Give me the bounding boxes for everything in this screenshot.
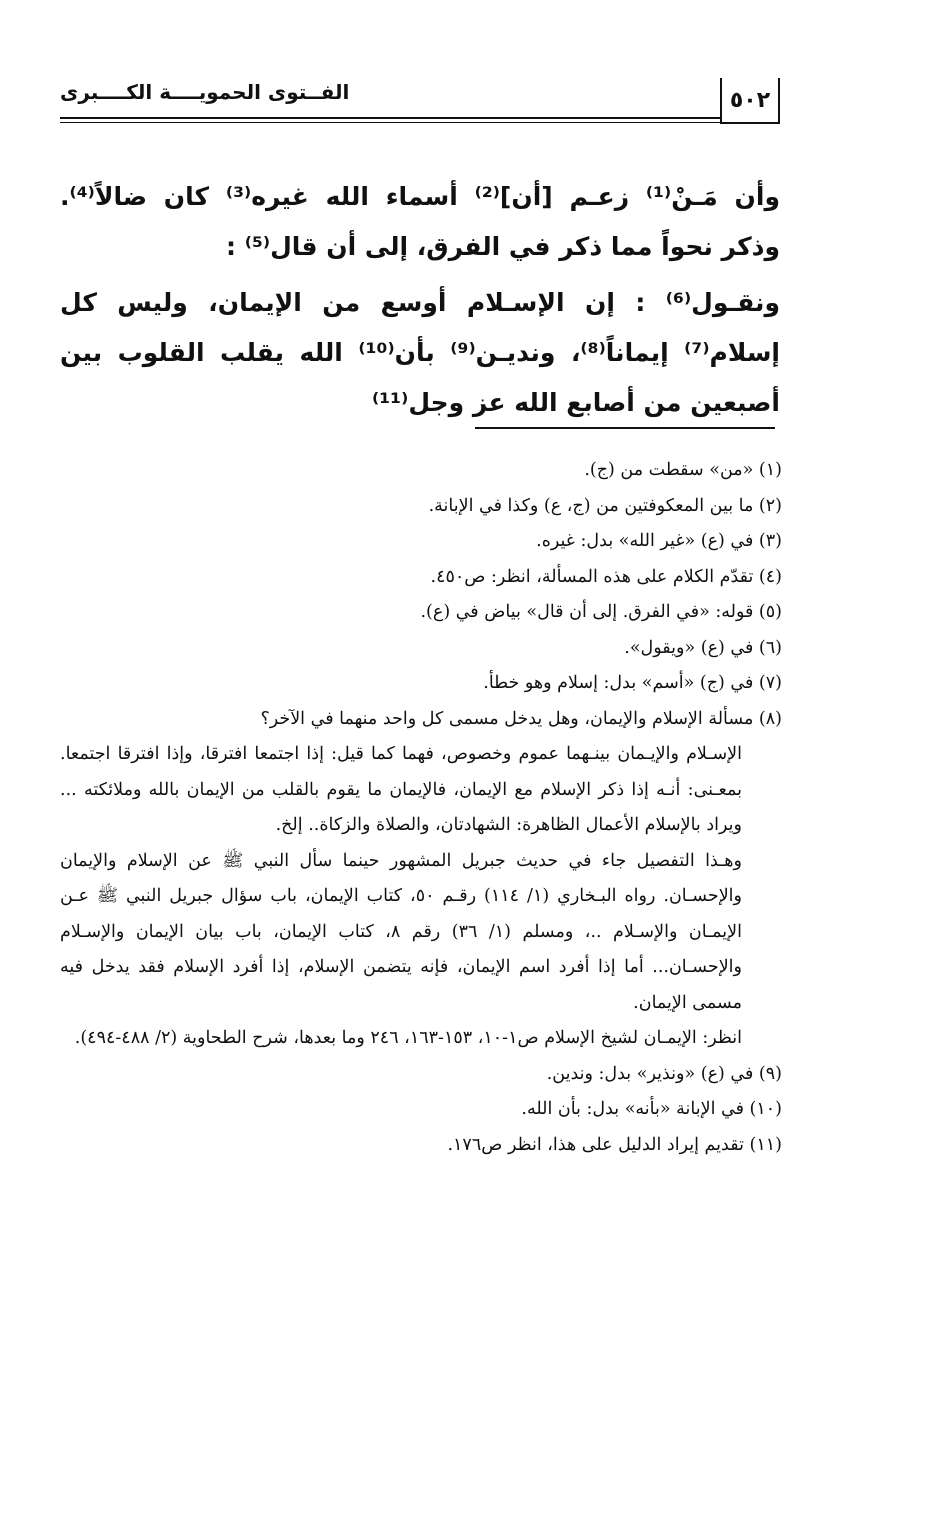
footnote-1: (١) «من» سقطت من (ج).	[584, 460, 782, 480]
footnote-10: (١٠) في الإبانة «بأنه» بدل: بأن الله.	[521, 1099, 782, 1119]
header-rule-thin	[60, 122, 722, 123]
main-text	[60, 172, 780, 428]
running-title: الفــتوى الحمويــــة الكــــبرى	[60, 80, 350, 104]
footnote-8-paragraph-1: الإسـلام والإيـمان بينـهما عموم وخصوص، فهما كما قيل: إذا اجتمعا افترقا، وإذا افترقا اجتمعا. بمعـنى: أنـه إذا ذكر الإسلام مع الإيمان، فالإيمان ما يقوم بالقلب من الإيمان بالله وملائكته ... ويراد بالإسلام الأعمال الظاهرة: الشهادتان، والصلاة والزكاة.. إلخ.	[60, 744, 742, 835]
footnote-8: (٨) مسألة الإسلام والإيمان، وهل يدخل مسمى كل واحد منهما في الآخر؟	[260, 708, 782, 729]
footnote-3: (٣) في (ع) «غير الله» بدل: غيره.	[536, 531, 782, 551]
header-rule-thick	[60, 117, 722, 119]
page-number-box	[720, 78, 780, 124]
main-paragraph-1: وأن مَـنْ⁽¹⁾ زعـم [أن]⁽²⁾ أسماء الله غيره⁽³⁾ كان ضالاً⁽⁴⁾. وذكر نحواً مما ذكر في الفرق، إلى أن قال⁽⁵⁾ :	[60, 182, 781, 261]
footnote-9: (٩) في (ع) «ونذير» بدل: وندين.	[546, 1063, 782, 1084]
footnote-6: (٦) في (ع) «ويقول».	[624, 637, 782, 658]
footnote-8-paragraph-3: انظر: الإيمـان لشيخ الإسلام ص١-١٠، ١٥٣-١٦٣، ٢٤٦ وما بعدها، شرح الطحاوية (٢/ ٤٨٨-٤٩٤).	[74, 1028, 742, 1048]
footnote-5: (٥) قوله: «في الفرق. إلى أن قال» بياض في (ع).	[420, 602, 782, 622]
footnote-4: (٤) تقدّم الكلام على هذه المسألة، انظر: ص٤٥٠.	[430, 566, 782, 587]
footnotes	[60, 453, 782, 1163]
page-number: ٥٠٢	[729, 87, 771, 113]
footnote-11: (١١) تقديم إيراد الدليل على هذا، انظر ص١٧٦.	[447, 1134, 782, 1155]
footnote-2: (٢) ما بين المعكوفتين من (ج، ع) وكذا في الإبانة.	[428, 495, 782, 516]
footnote-separator	[475, 427, 775, 429]
footnote-7: (٧) في (ج) «أسم» بدل: إسلام وهو خطأ.	[483, 673, 782, 693]
footnote-8-paragraph-2: وهـذا التفصيل جاء في حديث جبريل المشهور حينما سأل النبي ﷺ عن الإسلام والإيمان والإحسـان. رواه البـخاري (١/ ١١٤) رقـم ٥٠، كتاب الإيمان، باب سؤال جبريل النبي ﷺ عـن الإيمـان والإسـلام ..، ومسلم (١/ ٣٦) رقم ٨، كتاب الإيمان، باب بيان الإيمان والإسـلام والإحسـان... أما إذا أفرد اسم الإيمان، فإنه يتضمن الإسلام، إذا أفرد الإسلام فقد يدخل فيه مسمى الإيمان.	[60, 850, 743, 1013]
main-paragraph-2: ونقـول⁽⁶⁾ : إن الإسـلام أوسع من الإيمان، وليس كل إسلام⁽⁷⁾ إيماناً⁽⁸⁾، ونديـن⁽⁹⁾ بأن⁽¹⁰⁾ الله يقلب القلوب بين أصبعين من أصابع الله عز وجل⁽¹¹⁾	[60, 288, 780, 417]
